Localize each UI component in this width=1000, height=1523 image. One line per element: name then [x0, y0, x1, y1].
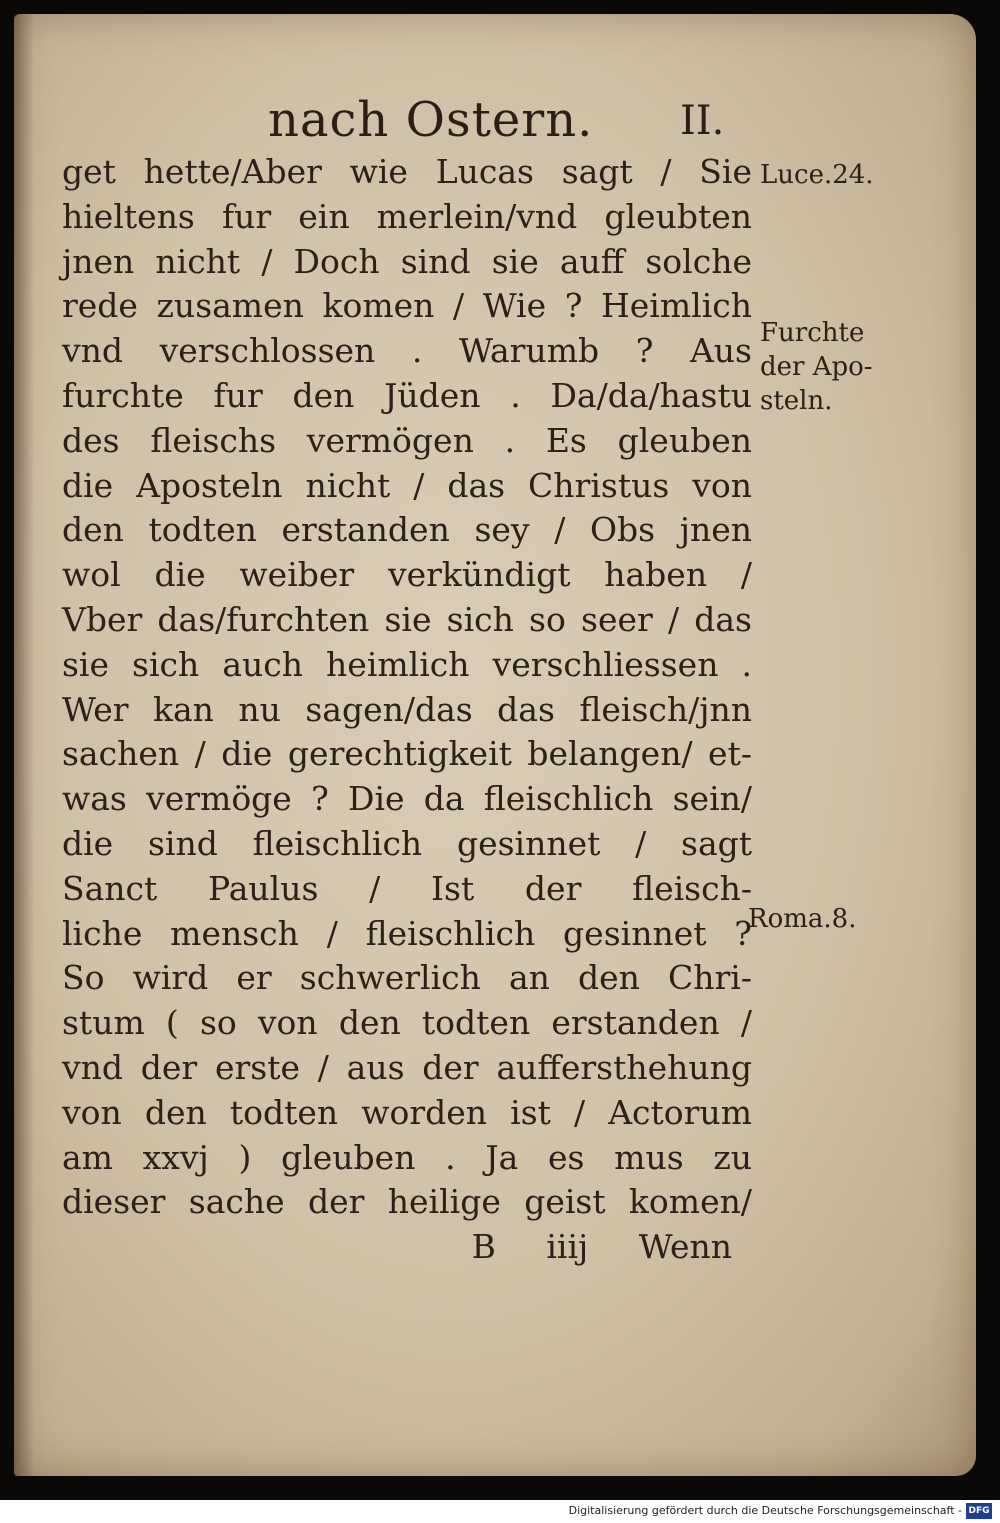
text-line: den todten erstanden sey / Obs jnen — [62, 510, 752, 550]
text-line: des fleischs vermögen . Es gleuben — [62, 420, 752, 460]
text-line: jnen nicht / Doch sind sie auff solche — [62, 241, 752, 281]
text-line: hieltens fur ein merlein/vnd gleubten — [62, 196, 752, 236]
page-number: II. — [680, 98, 725, 144]
text-line: die sind fleischlich gesinnet / sagt — [62, 823, 752, 863]
digitization-footer — [0, 1500, 1000, 1523]
margin-note-furchte-line2: der Apo- — [760, 352, 873, 382]
text-line: dieser sache der heilige geist komen/ — [62, 1182, 752, 1222]
text-line: vnd der erste / aus der auffersthehung — [62, 1047, 752, 1087]
text-line: am xxvj ) gleuben . Ja es mus zu — [62, 1137, 752, 1177]
text-line: sachen / die gerechtigkeit belangen/ et- — [62, 734, 752, 774]
text-line: Vber das/furchten sie sich so seer / das — [62, 599, 752, 639]
margin-note-furchte-line1: Furchte — [760, 318, 865, 348]
text-line: sie sich auch heimlich verschliessen . — [62, 644, 752, 684]
text-line: rede zusamen komen / Wie ? Heimlich — [62, 286, 752, 326]
funding-notice: Digitalisierung gefördert durch die Deutsche Forschungsgemeinschaft - — [568, 1504, 962, 1517]
text-line: furchte fur den Jüden . Da/da/hastu — [62, 375, 752, 415]
text-line: liche mensch / fleischlich gesinnet ? — [62, 913, 752, 953]
margin-note-furchte-line3: steln. — [760, 386, 833, 416]
text-line: So wird er schwerlich an den Chri- — [62, 958, 752, 998]
page-gutter-shadow — [14, 14, 34, 1476]
text-line: was vermöge ? Die da fleischlich sein/ — [62, 779, 752, 819]
margin-note-roma: Roma.8. — [748, 904, 857, 934]
text-line: wol die weiber verkündigt haben / — [62, 555, 752, 595]
body-text — [62, 150, 752, 1270]
text-line: von den todten worden ist / Actorum — [62, 1092, 752, 1132]
text-line: get hette/Aber wie Lucas sagt / Sie — [62, 152, 752, 191]
text-line: die Apostеln nicht / das Christus von — [62, 465, 752, 505]
text-line: Sanct Paulus / Ist der fleisch- — [62, 868, 752, 908]
page-header — [0, 92, 1000, 152]
text-line: stum ( so von den todten erstanden / — [62, 1003, 752, 1043]
running-title: nach Ostern. — [268, 92, 594, 148]
signature-mark: B iiij — [471, 1227, 589, 1267]
margin-note-luce: Luce.24. — [760, 160, 874, 190]
text-line: Wer kan nu sagen/das das fleisch/jnn — [62, 689, 752, 729]
text-line: vnd verschlossen . Warumb ? Aus — [62, 331, 752, 371]
dfg-logo: DFG — [966, 1503, 992, 1519]
catchword-line — [62, 1225, 752, 1270]
catchword: Wenn — [638, 1227, 732, 1267]
